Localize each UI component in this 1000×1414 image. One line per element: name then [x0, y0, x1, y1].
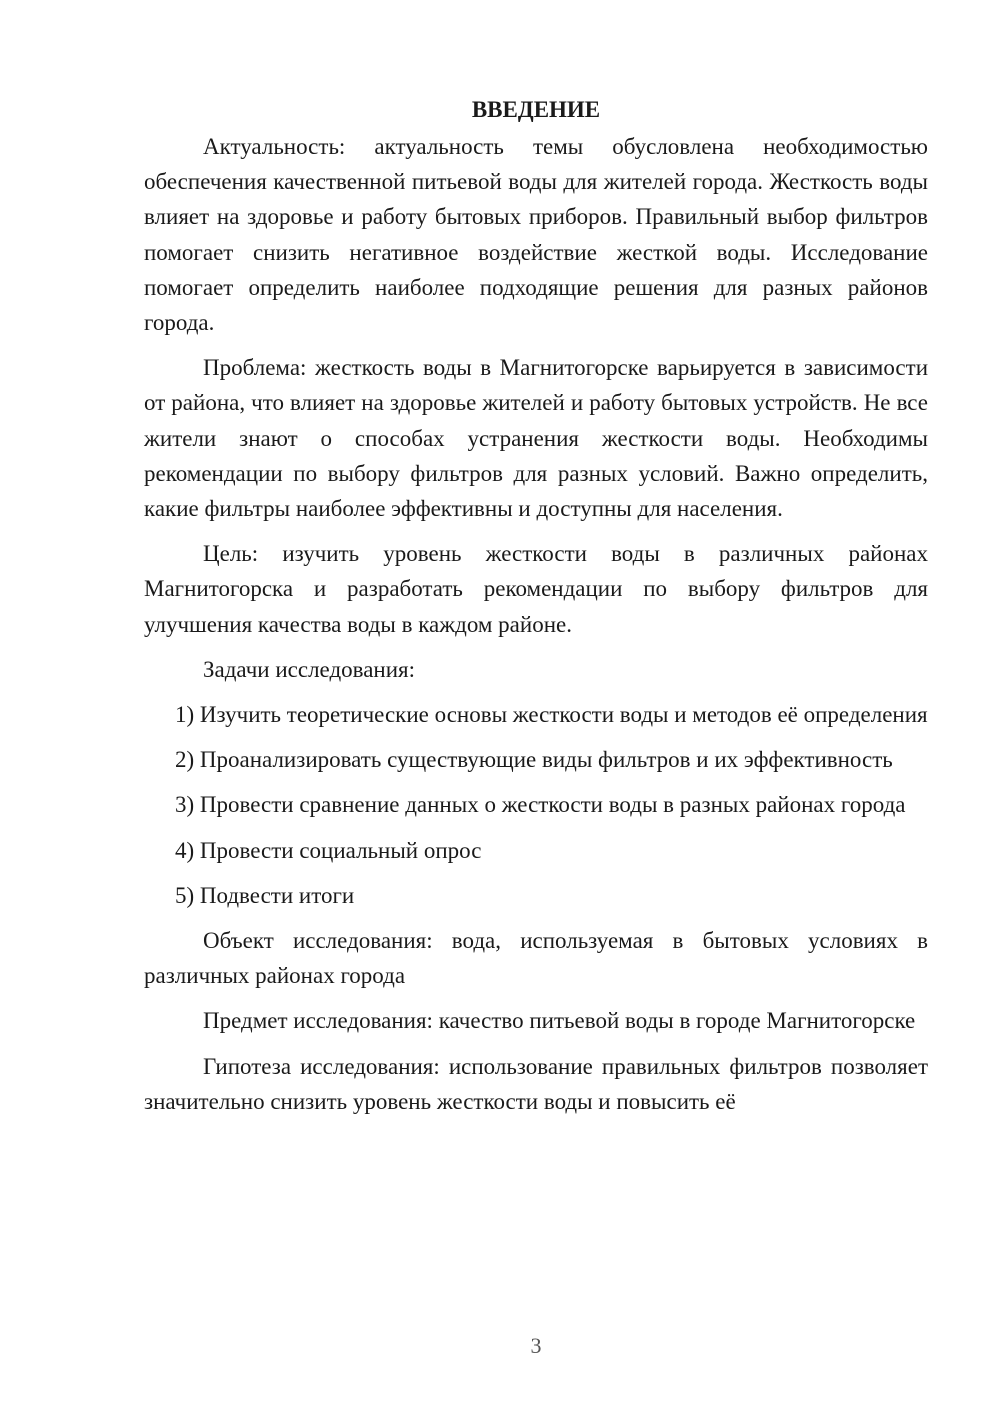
- tasks-heading: Задачи исследования:: [203, 656, 416, 682]
- page-number: 3: [530, 1333, 542, 1358]
- paragraph-problem: Проблема: жесткость воды в Магнитогорске варьируется в зависимости от района, что влияет на здоровье жителей и работу бытовых устройств. Не все жители знают о способах устранения жесткости воды. Необходимы рекомендации по выбору фильтров для разных условий. Важно определить, какие фильтры наиболее эффективны и доступны для населения.: [144, 355, 928, 522]
- paragraph-hypothesis: Гипотеза исследования: использование правильных фильтров позволяет значительно снизить уровень жесткости воды и повысить её: [144, 1053, 928, 1114]
- task-item-2: 2) Проанализировать существующие виды фильтров и их эффективность: [175, 747, 893, 773]
- document-page: [144, 92, 928, 1129]
- paragraph-goal: Цель: изучить уровень жесткости воды в различных районах Магнитогорска и разработать рекомендации по выбору фильтров для улучшения качества воды в каждом районе.: [144, 541, 928, 637]
- paragraph-object: Объект исследования: вода, используемая в бытовых условиях в различных районах города: [144, 928, 928, 989]
- task-item-4: 4) Провести социальный опрос: [175, 837, 482, 863]
- paragraph-relevance: Актуальность: актуальность темы обусловлена необходимостью обеспечения качественной питьевой воды для жителей города. Жесткость воды влияет на здоровье и работу бытовых приборов. Правильный выбор фильтров помогает снизить негативное воздействие жесткой воды. Исследование помогает определить наиболее подходящие решения для разных районов города.: [144, 134, 928, 336]
- task-item-3: 3) Провести сравнение данных о жесткости воды в разных районах города: [175, 792, 906, 818]
- task-item-5: 5) Подвести итоги: [175, 882, 355, 908]
- task-item-1: 1) Изучить теоретические основы жесткости воды и методов её определения: [175, 702, 928, 728]
- paragraph-subject: Предмет исследования: качество питьевой воды в городе Магнитогорске: [203, 1008, 916, 1034]
- page-title: ВВЕДЕНИЕ: [471, 97, 601, 122]
